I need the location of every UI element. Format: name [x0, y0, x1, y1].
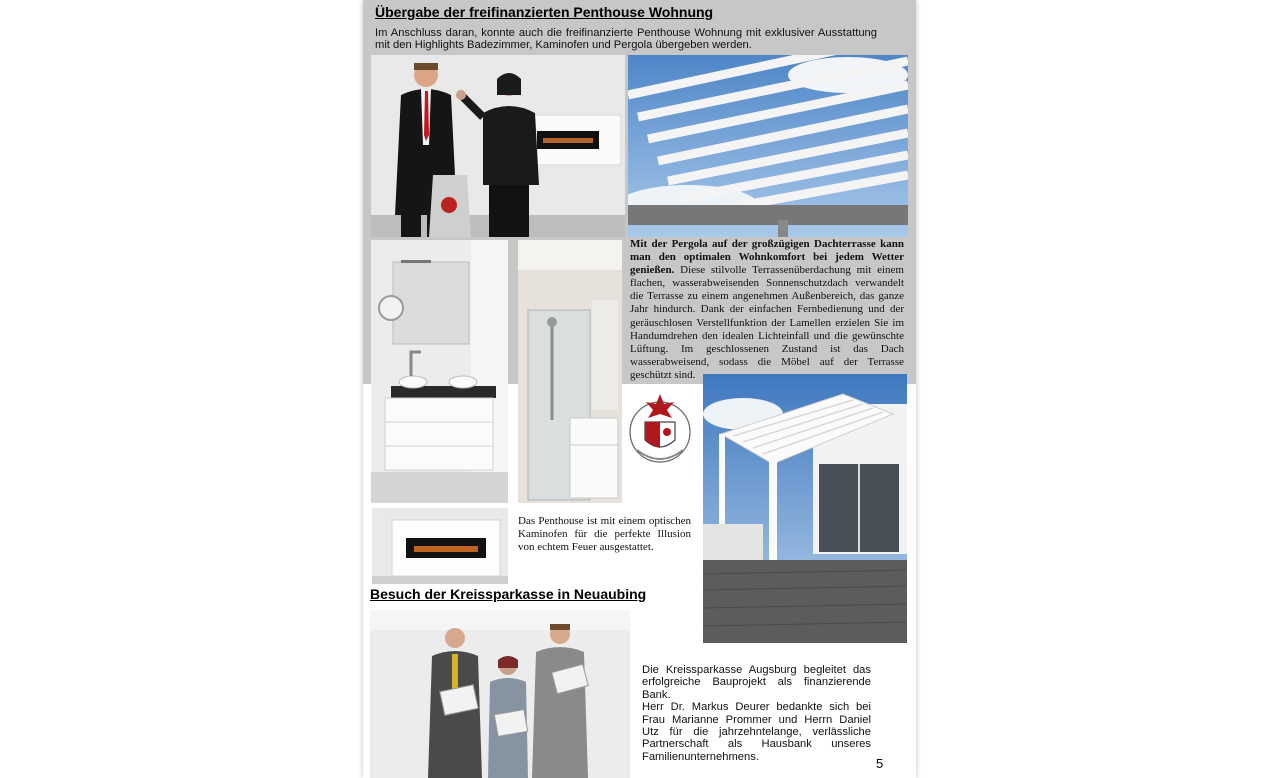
pergola-description — [630, 238, 904, 382]
intro-paragraph: Im Anschluss daran, konnte auch die freifinanzierte Penthouse Wohnung mit exklusiver Ausstattung mit den Highlights Badezimmer, Kaminofen und Pergola übergeben werden. — [375, 27, 877, 52]
terrace-pergola-photo — [703, 374, 907, 643]
pergola-description-bold: Mit der Pergola auf der großzügigen Dachterrasse kann man den optimalen Wohnkomfort bei jedem Wetter genießen. — [630, 238, 904, 277]
fireplace-photo — [372, 508, 508, 584]
fireplace-caption: Das Penthouse ist mit einem optischen Kaminofen für die perfekte Illusion von echtem Feuer ausgestattet. — [518, 515, 691, 554]
bank-paragraph-1: Die Kreissparkasse Augsburg begleitet das erfolgreiche Bauprojekt als finanzierende Bank. — [642, 664, 871, 701]
company-emblem — [625, 388, 695, 476]
bank-paragraph-2: Herr Dr. Markus Deurer bedankte sich bei Frau Marianne Prommer und Herrn Daniel Utz für die jahrzehntelange, verlässliche Partnerschaft als Hausbank unseres Familienunternehmens. — [642, 701, 871, 763]
heading-handover: Übergabe der freifinanzierten Penthouse Wohnung — [375, 4, 714, 20]
pergola-description-text: Diese stilvolle Terrassenüberdachung mit einem flachen, wasserabweisenden Sonnenschutzdach verwandelt die Terrasse zu einem angenehmen Außenbereich, das ganze Jahr hindurch. Dank der einfachen Fernbedienung und der geräuschlosen Verstellfunktion der Lamellen erzielen Sie im Handumdrehen den idealen Lichteinfall und die gewünschte Lüftung. Im geschlossenen Zustand ist das Dach wasserabweisend, sodass die Möbel auf der Terrasse geschützt sind. — [630, 264, 904, 381]
bathroom-vanity-photo — [371, 240, 508, 503]
document-page — [363, 0, 916, 778]
pergola-sky-photo — [628, 55, 908, 237]
shower-photo — [518, 240, 622, 503]
handover-photo — [371, 55, 625, 237]
bank-paragraph — [642, 664, 871, 763]
bank-visit-photo — [370, 610, 630, 778]
heading-bank-visit: Besuch der Kreissparkasse in Neuaubing — [370, 586, 647, 602]
page-number: 5 — [876, 756, 884, 771]
